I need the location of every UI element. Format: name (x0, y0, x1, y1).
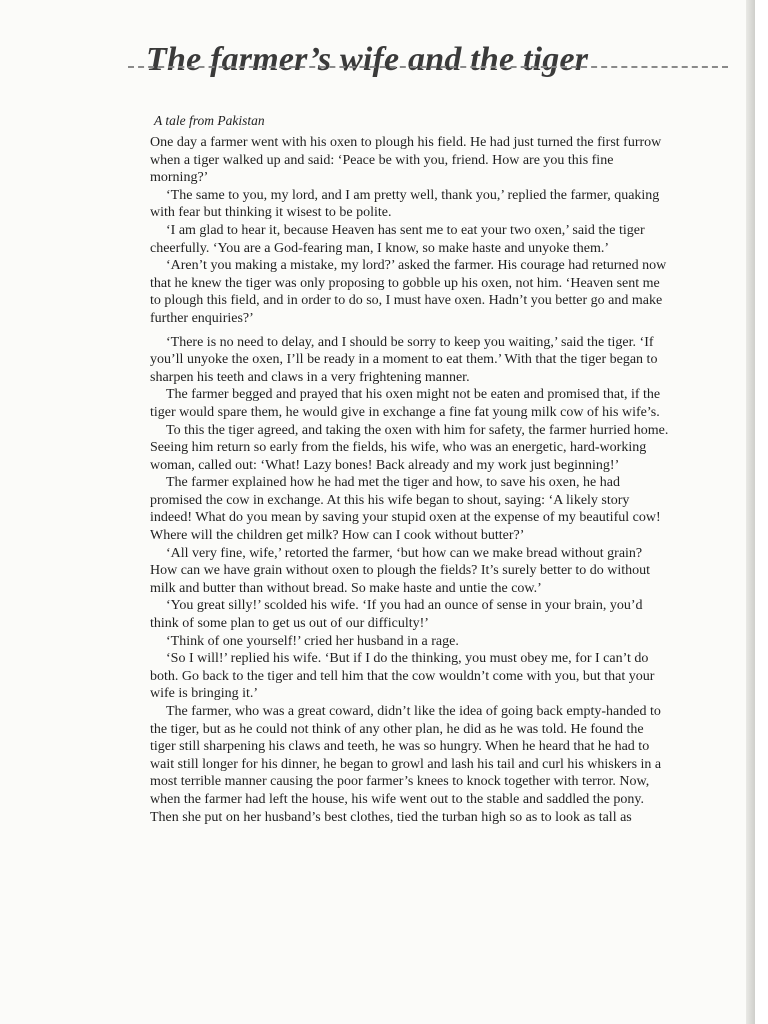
paragraph: ‘The same to you, my lord, and I am pretty well, thank you,’ replied the farmer, quaking with fear but thinking it wisest to be polite. (150, 187, 660, 221)
paragraph: ‘There is no need to delay, and I should be sorry to keep you waiting,’ said the tiger. ‘If you’ll unyoke the oxen, I’ll be ready in a moment to eat them.’ With that the tiger began to sharpen his teeth and claws in a very frightening manner. (150, 334, 658, 385)
page-edge (746, 0, 768, 1024)
paragraph: ‘So I will!’ replied his wife. ‘But if I do the thinking, you must obey me, for I can’t do both. Go back to the tiger and tell him that the cow wouldn’t come with you, but that your wife is bringing it.’ (150, 651, 655, 702)
paragraph: The farmer begged and prayed that his oxen might not be eaten and promised that, if the tiger would spare them, he would give in exchange a fine fat young milk cow of his wife’s. (150, 387, 661, 420)
paragraph: ‘You great silly!’ scolded his wife. ‘If you had an ounce of sense in your brain, you’d think of some plan to get us out of our difficulty!’ (150, 598, 643, 632)
paragraph: The farmer explained how he had met the tiger and how, to save his oxen, he had promised the cow in exchange. At this his wife began to shout, saying: ‘A likely story indeed! What do you mean by saving your stupid oxen at the expense of my beautiful cow! Where will the children get milk? How can I cook without butter?’ (150, 475, 661, 544)
paragraph: The farmer, who was a great coward, didn’t like the idea of going back empty-handed to the tiger, but as he could not think of any other plan, he did as he was told. He found the tiger still sharpening his claws and teeth, he was so hungry. When he heard that he had to wait still longer for his dinner, he began to growl and lash his tail and curl his whiskers in a most terrible manner causing the poor farmer’s knees to knock together with terror. Now, when the farmer had left the house, his wife went out to the stable and saddled the pony. Then she put on her husband’s best clothes, tied the turban high so as to look as tall as (150, 704, 662, 825)
paragraph: ‘Think of one yourself!’ cried her husband in a rage. (166, 633, 459, 649)
title-divider (128, 66, 728, 68)
paragraph: ‘All very fine, wife,’ retorted the farmer, ‘but how can we make bread without grain? How can we have grain without oxen to plough the fields? It’s surely better to do without milk and butter than without bread. So make haste and untie the cow.’ (150, 545, 651, 596)
paragraph: ‘Aren’t you making a mistake, my lord?’ asked the farmer. His courage had returned now that he knew the tiger was only proposing to gobble up his oxen, not him. ‘Heaven sent me to plough this field, and in order to do so, I must have oxen. Hadn’t you better go and make further enquiries?’ (150, 258, 667, 326)
paragraph: ‘I am glad to hear it, because Heaven has sent me to eat your two oxen,’ said the tiger cheerfully. ‘You are a God-fearing man, I know, so make haste and unyoke them.’ (150, 222, 645, 256)
page-title: The farmer’s wife and the tiger (146, 40, 589, 78)
subtitle: A tale from Pakistan (154, 113, 265, 128)
paragraph: One day a farmer went with his oxen to plough his field. He had just turned the first furrow when a tiger walked up and said: ‘Peace be with you, friend. How are you this fine morning?’ (150, 135, 662, 186)
story-body (150, 134, 670, 826)
paragraph: To this the tiger agreed, and taking the oxen with him for safety, the farmer hurried home. Seeing him return so early from the fields, his wife, who was an energetic, hard-working woman, called out: ‘What! Lazy bones! Back already and my work just beginning!’ (150, 422, 669, 473)
